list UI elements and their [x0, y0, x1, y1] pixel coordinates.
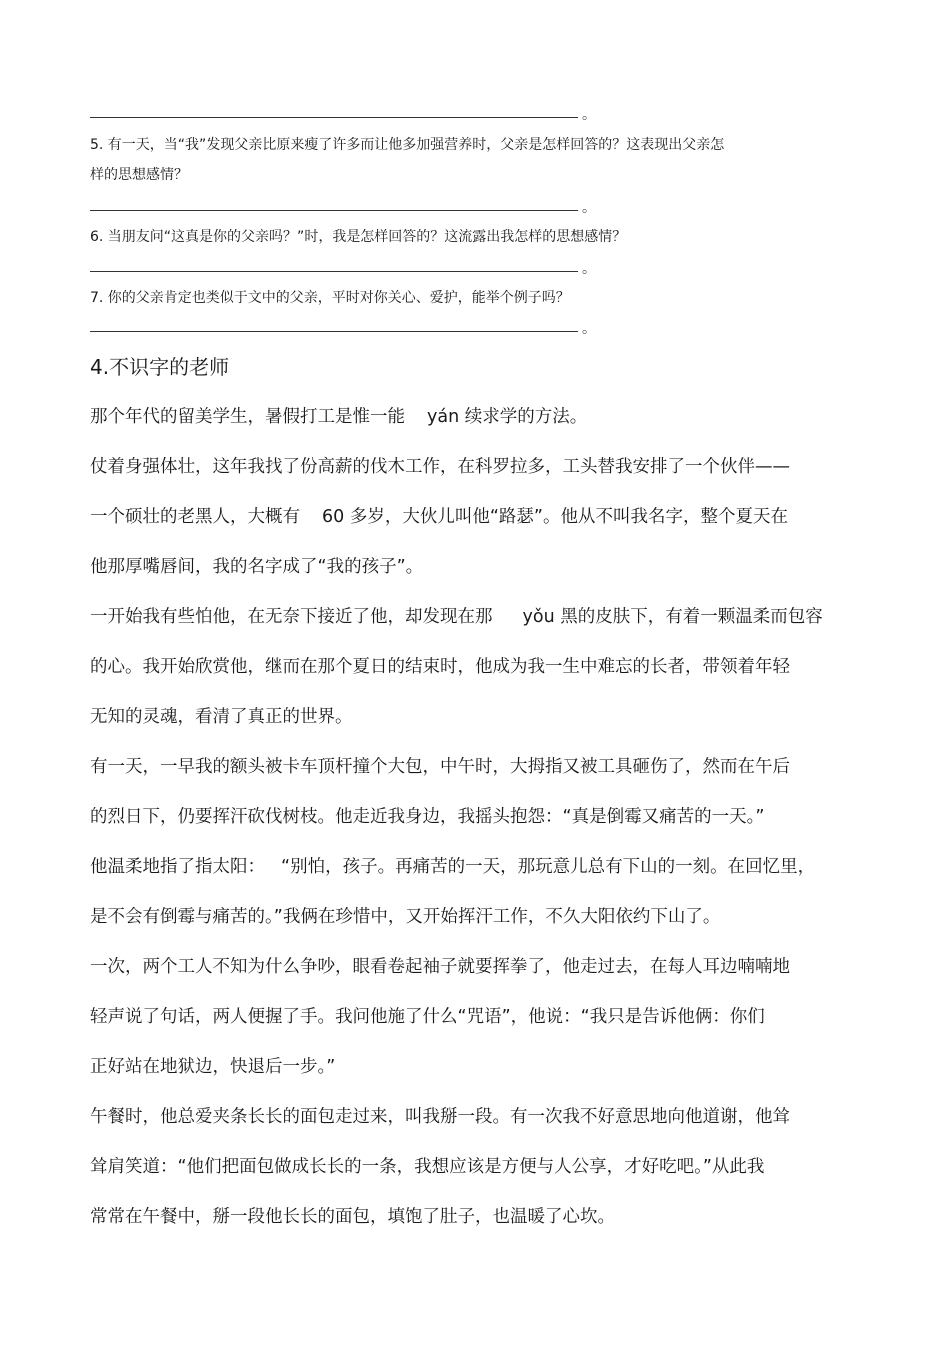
- text-segment: 续求学的方法。: [464, 407, 588, 427]
- text-segment: 一个硕壮的老黑人，大概有: [90, 507, 300, 527]
- text-segment: 那个年代的留美学生，暑假打工是惟一能: [90, 407, 405, 427]
- paragraph-line: 他那厚嘴唇间，我的名字成了“我的孩子”。: [90, 557, 424, 577]
- paragraph-line: 耸肩笑道：“他们把面包做成长长的一条，我想应该是方便与人公享，才好吃吧。”从此我: [90, 1157, 765, 1177]
- paragraph-line: 仗着身强体壮，这年我找了份高薪的伐木工作，在科罗拉多，工头替我安排了一个伙伴——: [90, 457, 790, 477]
- pinyin-you: yǒu: [522, 607, 555, 627]
- question-5-line-1: 5. 有一天，当“我”发现父亲比原来瘦了许多而让他多加强营养时，父亲是怎样回答的？这表现出父亲怎: [90, 137, 725, 153]
- answer-line-q6[interactable]: [90, 271, 578, 272]
- age-number: 60: [322, 507, 345, 527]
- paragraph-line: 有一天，一早我的额头被卡车顶杆撞个大包，中午时，大拇指又被工具砸伤了，然而在午后: [90, 757, 790, 777]
- paragraph-line: 的心。我开始欣赏他，继而在那个夏日的结束时，他成为我一生中难忘的长者，带领着年轻: [90, 657, 790, 677]
- paragraph-line: 午餐时，他总爱夹条长长的面包走过来，叫我掰一段。有一次我不好意思地向他道谢，他耸: [90, 1107, 790, 1127]
- paragraph-line: 正好站在地狱边，快退后一步。”: [90, 1057, 336, 1077]
- paragraph-line: 轻声说了句话，两人便握了手。我问他施了什么“咒语”，他说：“我只是告诉他俩：你们: [90, 1007, 765, 1027]
- question-7: 7. 你的父亲肯定也类似于文中的父亲，平时对你关心、爱护，能举个例子吗？: [90, 290, 570, 306]
- paragraph-line: 的烈日下，仍要挥汗砍伐树枝。他走近我身边，我摇头抱怨：“真是倒霉又痛苦的一天。”: [90, 807, 765, 827]
- answer-line-q5[interactable]: [90, 210, 578, 211]
- article-title: 4.不识字的老师: [90, 355, 230, 379]
- answer-line-q4[interactable]: [90, 117, 578, 118]
- answer-period: 。: [582, 321, 596, 337]
- paragraph-line: 无知的灵魂，看清了真正的世界。: [90, 707, 353, 727]
- paragraph-line: [90, 853, 815, 878]
- answer-period: 。: [582, 261, 596, 277]
- text-segment: 黑的皮肤下，有着一颗温柔而包容: [560, 607, 823, 627]
- paragraph-line: 一次，两个工人不知为什么争吵，眼看卷起袖子就要挥拳了，他走过去，在每人耳边喃喃地: [90, 957, 790, 977]
- paragraph-line: [90, 403, 587, 428]
- question-5-line-2: 样的思想感情？: [90, 167, 188, 183]
- text-segment: 多岁，大伙儿叫他“路瑟”。他从不叫我名字，整个夏天在: [349, 507, 788, 527]
- text-segment: 他温柔地指了指太阳：: [90, 857, 265, 877]
- paragraph-line: [90, 603, 823, 628]
- paragraph-line: 常常在午餐中，掰一段他长长的面包，填饱了肚子，也温暖了心坎。: [90, 1207, 615, 1227]
- pinyin-yan: yán: [427, 407, 460, 427]
- answer-period: 。: [582, 200, 596, 216]
- answer-period: 。: [582, 107, 596, 123]
- question-6: 6. 当朋友问“这真是你的父亲吗？”时，我是怎样回答的？这流露出我怎样的思想感情？: [90, 229, 627, 245]
- paragraph-line: 是不会有倒霉与痛苦的。”我俩在珍惜中，又开始挥汗工作，不久大阳依约下山了。: [90, 907, 721, 927]
- text-segment: “别怕，孩子。再痛苦的一天，那玩意儿总有下山的一刻。在回忆里，: [281, 857, 816, 877]
- paragraph-line: [90, 503, 788, 528]
- text-segment: 一开始我有些怕他，在无奈下接近了他，却发现在那: [90, 607, 493, 627]
- answer-line-q7[interactable]: [90, 331, 578, 332]
